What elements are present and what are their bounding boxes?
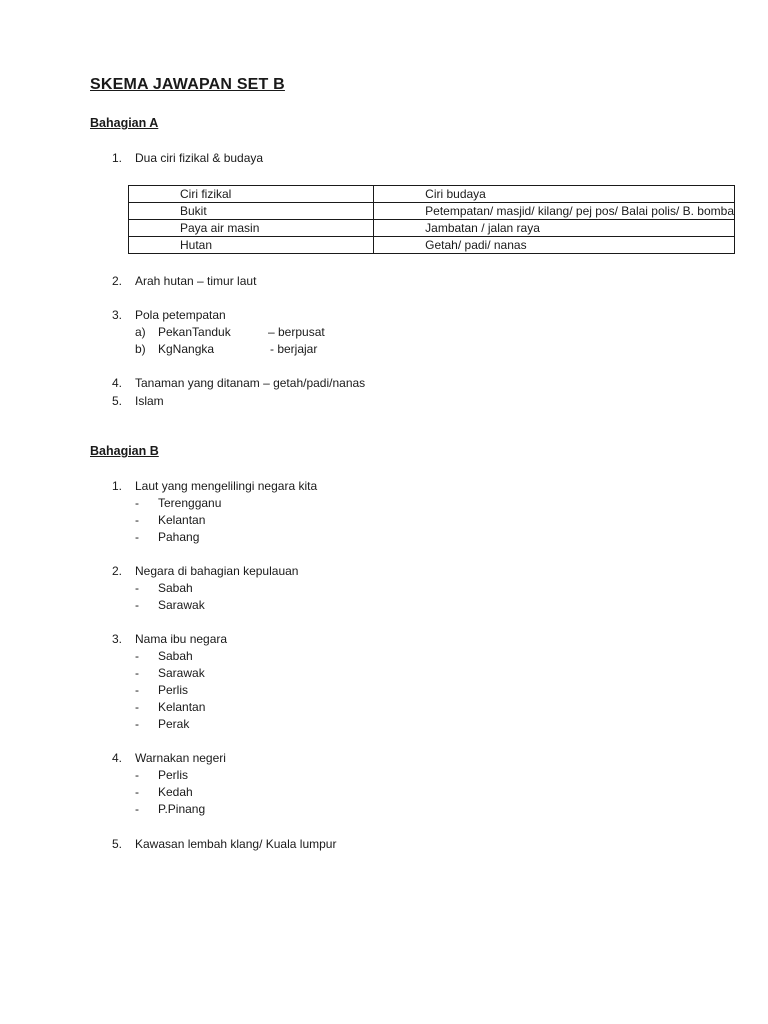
b-q2-text: Negara di bahagian kepulauan [135, 564, 299, 578]
a-q5-text: Islam [135, 394, 164, 408]
list-item-text: Perak [158, 717, 190, 731]
table-cell: Petempatan/ masjid/ kilang/ pej pos/ Balai polis/ B. bomba [374, 203, 735, 220]
b-q4-number: 4. [112, 751, 123, 765]
list-item-text: Kelantan [158, 700, 206, 714]
a-q3-number: 3. [112, 308, 123, 322]
a-q1-number: 1. [112, 151, 123, 165]
dash-marker: - [135, 581, 139, 595]
list-item-text: Terengganu [158, 496, 222, 510]
document-title: SKEMA JAWAPAN SET B [90, 76, 285, 93]
dash-marker: - [135, 700, 139, 714]
list-item-text: Sarawak [158, 598, 205, 612]
list-item-text: Kedah [158, 785, 193, 799]
a-q3-text: Pola petempatan [135, 308, 226, 322]
table-cell: Getah/ padi/ nanas [374, 237, 735, 254]
a-q1-text: Dua ciri fizikal & budaya [135, 151, 264, 165]
list-item-text: Pahang [158, 530, 200, 544]
table-row [129, 203, 735, 220]
b-q3-number: 3. [112, 632, 123, 646]
sub-marker: b) [135, 342, 146, 356]
table-cell: Jambatan / jalan raya [374, 220, 735, 237]
table-row [129, 237, 735, 254]
a-q2-text: Arah hutan – timur laut [135, 274, 257, 288]
b-q3-text: Nama ibu negara [135, 632, 228, 646]
a-q5-number: 5. [112, 394, 123, 408]
dash-marker: - [135, 683, 139, 697]
list-item-text: P.Pinang [158, 802, 206, 816]
a-q4-text: Tanaman yang ditanam – getah/padi/nanas [135, 376, 366, 390]
table-cell: Hutan [129, 237, 374, 254]
b-q4-text: Warnakan negeri [135, 751, 226, 765]
dash-marker: - [135, 496, 139, 510]
sub-text: KgNangka [158, 342, 215, 356]
dash-marker: - [135, 530, 139, 544]
dash-marker: - [135, 666, 139, 680]
b-q5-number: 5. [112, 837, 123, 851]
b-q1-text: Laut yang mengelilingi negara kita [135, 479, 318, 493]
list-item-text: Sabah [158, 581, 193, 595]
dash-marker: - [135, 768, 139, 782]
b-q1-number: 1. [112, 479, 123, 493]
table-header-row [129, 186, 735, 203]
sub-text: PekanTanduk [158, 325, 231, 339]
dash-marker: - [135, 802, 139, 816]
dash-marker: - [135, 717, 139, 731]
table-cell: Paya air masin [129, 220, 374, 237]
features-table [128, 185, 735, 254]
dash-marker: - [135, 513, 139, 527]
table-cell: Bukit [129, 203, 374, 220]
list-item-text: Kelantan [158, 513, 206, 527]
table-header-cell: Ciri fizikal [129, 186, 374, 203]
list-item-text: Sarawak [158, 666, 205, 680]
list-item-text: Perlis [158, 683, 189, 697]
dash-marker: - [135, 649, 139, 663]
section-a-heading: Bahagian A [90, 116, 159, 130]
section-b-heading: Bahagian B [90, 444, 159, 458]
dash-marker: - [135, 785, 139, 799]
list-item-text: Sabah [158, 649, 193, 663]
sub-marker: a) [135, 325, 146, 339]
sub-extra: – berpusat [268, 325, 325, 339]
list-item-text: Perlis [158, 768, 189, 782]
a-q2-number: 2. [112, 274, 123, 288]
b-q2-number: 2. [112, 564, 123, 578]
dash-marker: - [135, 598, 139, 612]
table-row [129, 220, 735, 237]
a-q4-number: 4. [112, 376, 123, 390]
b-q5-text: Kawasan lembah klang/ Kuala lumpur [135, 837, 337, 851]
table-header-cell: Ciri budaya [374, 186, 735, 203]
sub-extra: - berjajar [270, 342, 318, 356]
